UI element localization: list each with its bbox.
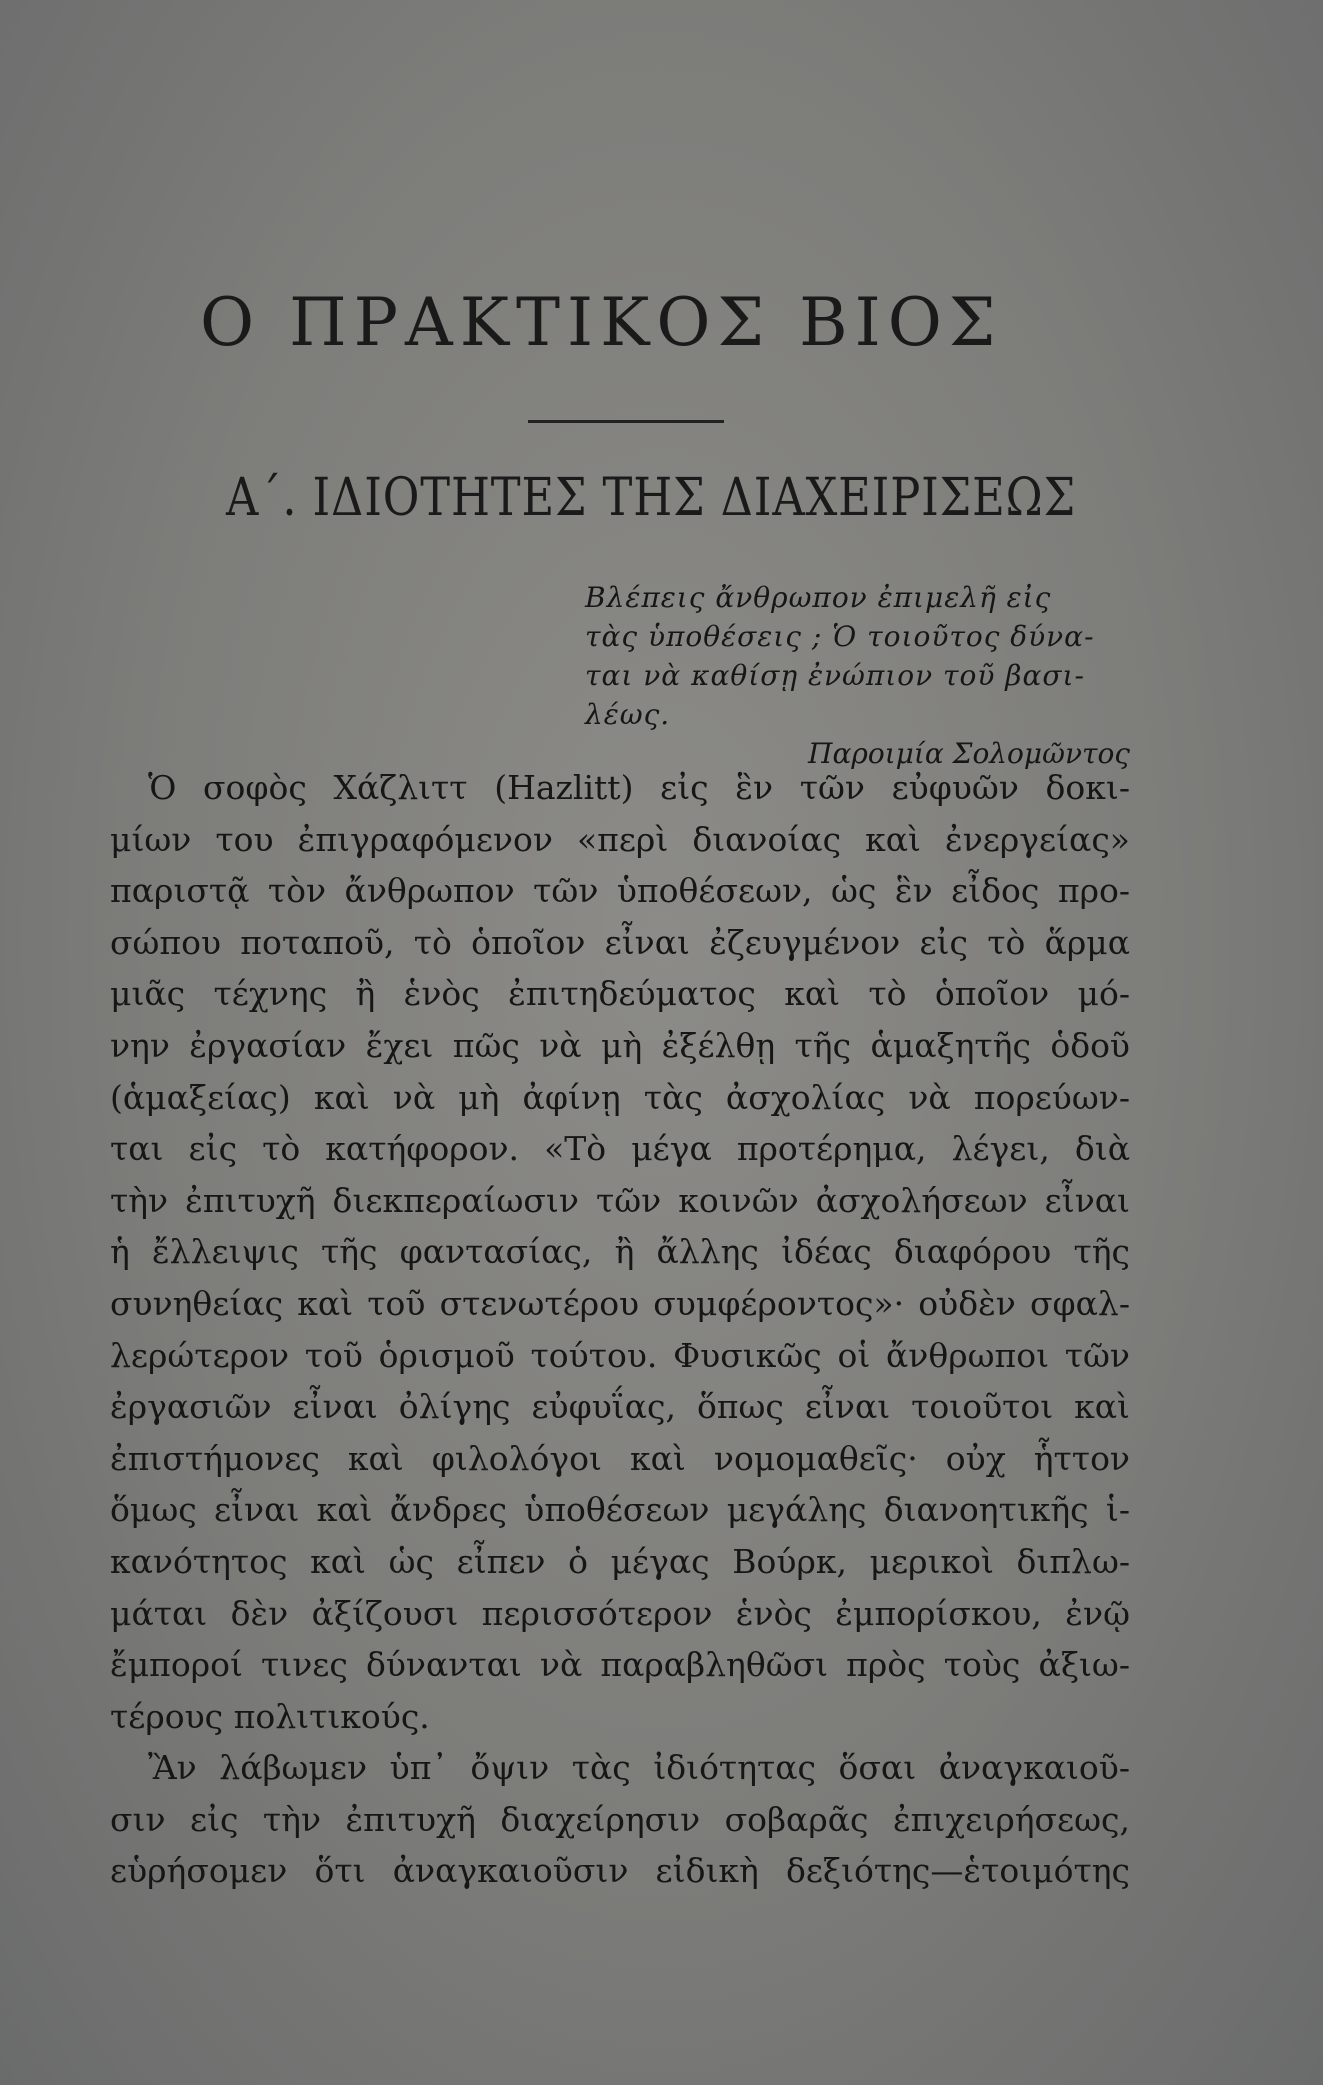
text-line: σώπου ποταποῦ, τὸ ὁποῖον εἶναι ἐζευγμένον εἰς τὸ ἅρμα: [110, 922, 1130, 962]
paragraph: [110, 1742, 1130, 1897]
text-line: ἐπιστήμονες καὶ φιλολόγοι καὶ νομομαθεῖς· οὐχ ἧττον: [110, 1438, 1130, 1478]
epigraph-line: τὰς ὑποθέσεις ; Ὁ τοιοῦτος δύνα-: [585, 620, 1095, 653]
text-line: μάται δὲν ἀξίζουσι περισσότερον ἑνὸς ἐμπορίσκου, ἐνῷ: [110, 1593, 1130, 1633]
section-heading: Α΄. ΙΔΙΟΤΗΤΕΣ ΤΗΣ ΔΙΑΧΕΙΡΙΣΕΩΣ: [226, 468, 1077, 528]
epigraph: [585, 578, 1130, 773]
text-line: (ἁμαξείας) καὶ νὰ μὴ ἀφίνῃ τὰς ἀσχολίας νὰ πορεύων-: [110, 1077, 1130, 1117]
text-line: τὴν ἐπιτυχῆ διεκπεραίωσιν τῶν κοινῶν ἀσχολήσεων εἶναι: [110, 1180, 1130, 1220]
text-line: Ὁ σοφὸς Χάζλιττ (Hazlitt) εἰς ἓν τῶν εὐφυῶν δοκι-: [148, 768, 1130, 807]
paragraph: [110, 762, 1130, 1742]
text-line: κανότητος καὶ ὡς εἶπεν ὁ μέγας Βούρκ, μερικοὶ διπλω-: [110, 1541, 1130, 1581]
text-line: σιν εἰς τὴν ἐπιτυχῆ διαχείρησιν σοβαρᾶς ἐπιχειρήσεως,: [110, 1799, 1130, 1839]
text-line: παριστᾷ τὸν ἄνθρωπον τῶν ὑποθέσεων, ὡς ἓν εἶδος προ-: [110, 871, 1130, 911]
text-line: μιᾶς τέχνης ἢ ἑνὸς ἐπιτηδεύματος καὶ τὸ ὁποῖον μό-: [110, 974, 1130, 1014]
text-line: συνηθείας καὶ τοῦ στενωτέρου συμφέροντος»· οὐδὲν σφαλ-: [110, 1283, 1130, 1323]
epigraph-line: λέως.: [585, 698, 671, 731]
text-line: ἡ ἔλλειψις τῆς φαντασίας, ἢ ἄλλης ἰδέας διαφόρου τῆς: [110, 1232, 1130, 1272]
chapter-title: Ο ΠΡΑΚΤΙΚΟΣ ΒΙΟΣ: [200, 284, 1003, 361]
text-line: ὅμως εἶναι καὶ ἄνδρες ὑποθέσεων μεγάλης διανοητικῆς ἱ-: [110, 1490, 1130, 1530]
text-line: μίων του ἐπιγραφόμενον «περὶ διανοίας καὶ ἐνεργείας»: [110, 819, 1130, 859]
body-text: [110, 762, 1130, 1897]
text-line: νην ἐργασίαν ἔχει πῶς νὰ μὴ ἐξέλθῃ τῆς ἁμαξητῆς ὁδοῦ: [110, 1025, 1130, 1065]
text-line: ἐργασιῶν εἶναι ὀλίγης εὐφυΐας, ὅπως εἶναι τοιοῦτοι καὶ: [110, 1387, 1130, 1427]
text-line: λερώτερον τοῦ ὁρισμοῦ τούτου. Φυσικῶς οἱ ἄνθρωποι τῶν: [110, 1335, 1130, 1375]
text-line: ἔμποροί τινες δύνανται νὰ παραβληθῶσι πρὸς τοὺς ἀξιω-: [110, 1645, 1130, 1685]
text-line: εὑρήσομεν ὅτι ἀναγκαιοῦσιν εἰδικὴ δεξιότης—ἑτοιμότης: [110, 1851, 1130, 1891]
title-rule: [528, 420, 724, 423]
epigraph-line: ται νὰ καθίσῃ ἐνώπιον τοῦ βασι-: [585, 659, 1085, 692]
text-line: τέρους πολιτικούς.: [110, 1696, 430, 1736]
epigraph-attribution: Παροιμία Σολομῶντος: [808, 737, 1130, 770]
text-line: Ἂν λάβωμεν ὑπ᾽ ὄψιν τὰς ἰδιότητας ὅσαι ἀναγκαιοῦ-: [148, 1748, 1130, 1788]
epigraph-line: Βλέπεις ἄνθρωπον ἐπιμελῆ εἰς: [585, 581, 1052, 614]
text-line: ται εἰς τὸ κατήφορον. «Τὸ μέγα προτέρημα, λέγει, διὰ: [110, 1129, 1130, 1169]
